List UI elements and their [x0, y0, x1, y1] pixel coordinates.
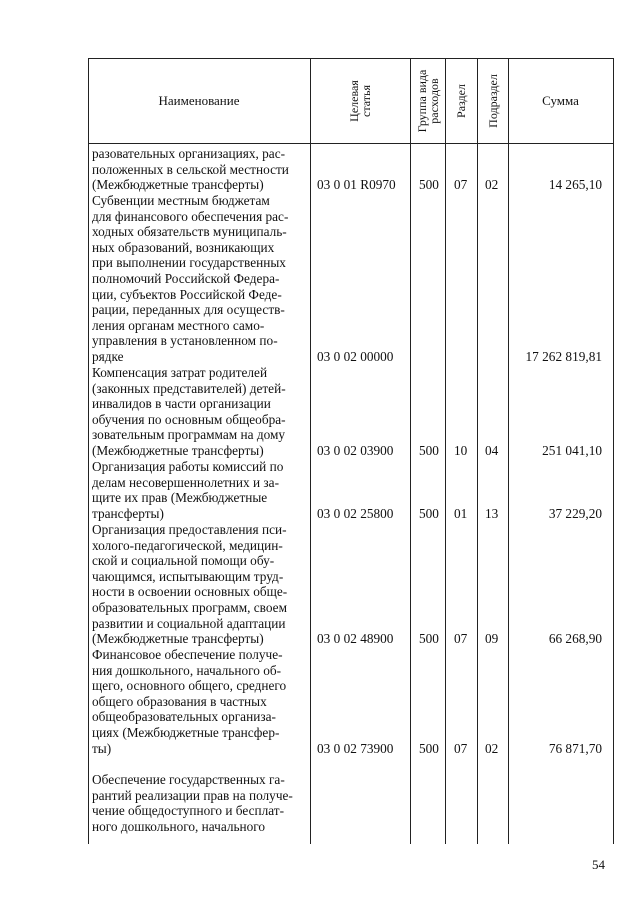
header-expense-group: Группа вида расходов — [415, 69, 441, 133]
table-row-name: Компенсация затрат родителей (законных представителей) детей- инвалидов в части организации обучения по основным общеобра- зовательным программам на дому (Межбюджетные трансферты) — [92, 365, 286, 458]
section-code: 10 — [454, 443, 468, 458]
table-row-name: разовательных организациях, рас- положенных в сельской местности (Межбюджетные трансферты) — [92, 146, 289, 193]
amount: 17 262 819,81 — [525, 349, 602, 364]
target-article-code: 03 0 02 03900 — [317, 443, 394, 458]
section-code: 07 — [454, 741, 468, 756]
target-article-code: 03 0 02 25800 — [317, 506, 394, 521]
col-border — [508, 58, 509, 844]
amount: 66 268,90 — [548, 631, 602, 646]
header-target-article: Целевая статья — [347, 80, 373, 122]
header-subsection: Подраздел — [486, 74, 500, 128]
expense-group: 500 — [419, 177, 439, 192]
expense-group: 500 — [419, 506, 439, 521]
amount: 14 265,10 — [548, 177, 602, 192]
subsection-code: 02 — [485, 741, 499, 756]
col-border — [445, 58, 446, 844]
section-code: 07 — [454, 177, 468, 192]
col-border — [477, 58, 478, 844]
amount: 37 229,20 — [548, 506, 602, 521]
target-article-code: 03 0 02 73900 — [317, 741, 394, 756]
subsection-code: 04 — [485, 443, 499, 458]
table-row-name: Организация работы комиссий по делам несовершеннолетних и за- щите их прав (Межбюджетные трансферты) — [92, 459, 284, 521]
subsection-code: 02 — [485, 177, 499, 192]
expense-group: 500 — [419, 741, 439, 756]
amount: 76 871,70 — [548, 741, 602, 756]
target-article-code: 03 0 01 R0970 — [317, 177, 396, 192]
col-border — [310, 58, 311, 844]
header-bottom-border — [88, 143, 614, 144]
table-row-name: Организация предоставления пси- холого-педагогической, медицин- ской и социальной помощи обу- чающимся, испытывающим труд- ности в освоении основных обще- образовательных программ, своем развитии и социальной адаптации (Межбюджетные трансферты) — [92, 522, 288, 647]
subsection-code: 09 — [485, 631, 499, 646]
section-code: 07 — [454, 631, 468, 646]
expense-group: 500 — [419, 443, 439, 458]
section-code: 01 — [454, 506, 468, 521]
header-section: Раздел — [454, 84, 468, 118]
subsection-code: 13 — [485, 506, 499, 521]
table-row-name: Субвенции местным бюджетам для финансового обеспечения рас- ходных обязательств муниципаль- ных образований, возникающих при выполнении государственных полномочий Российской Федера- ции, субъектов Российской Феде- рации, переданных для осуществ- ления органам местного само- управления в установленном по- рядке — [92, 193, 289, 364]
table-row-name: Обеспечение государственных га- рантий реализации прав на получе- чение общедоступного и бесплат- ного дошкольного, начального — [92, 772, 293, 834]
amount: 251 041,10 — [542, 443, 602, 458]
col-border — [613, 58, 614, 844]
table-row-name: Финансовое обеспечение получе- ния дошкольного, начального об- щего, основного общего, среднего общего образования в частных общеобразовательных организа- циях (Межбюджетные трансфер- ты) — [92, 647, 287, 756]
col-border — [410, 58, 411, 844]
page-number: 54 — [592, 857, 605, 872]
target-article-code: 03 0 02 48900 — [317, 631, 394, 646]
header-name: Наименование — [158, 92, 240, 108]
col-border — [88, 58, 89, 844]
expense-group: 500 — [419, 631, 439, 646]
header-amount: Сумма — [542, 92, 579, 108]
target-article-code: 03 0 02 00000 — [317, 349, 394, 364]
